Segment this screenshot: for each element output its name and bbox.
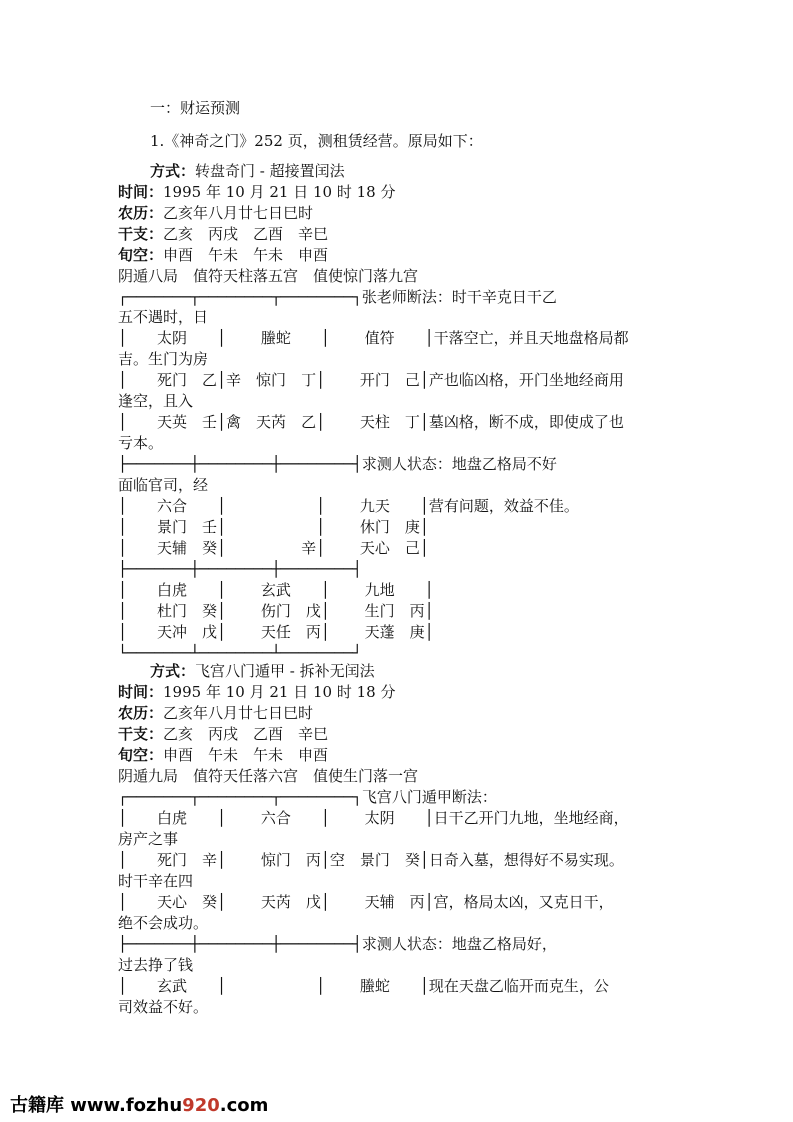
chart1-grid-line: ├───────┼────────┼────────┤求测人状态：地盘乙格局不好 [118,455,557,473]
chart2-grid-line: ├───────┼────────┼────────┤求测人状态：地盘乙格局好， [118,935,557,953]
chart2-grid-line: 绝不会成功。 [118,914,209,932]
lunar-value: 乙亥年八月廿七日巳时 [163,704,314,722]
xunkong-label: 旬空： [118,246,164,264]
intro-line: 1.《神奇之门》252 页，测租赁经营。原局如下： [150,132,483,150]
chart1-grid-line: 亏本。 [118,434,164,452]
xunkong-value: 申酉 午未 午未 申酉 [163,746,329,764]
chart2-ganzhi-line [118,724,328,745]
method-value: 转盘奇门 - 超接置闰法 [195,162,345,180]
chart1-grid-line: 逢空，且入 [118,392,194,410]
site-watermark [10,1091,268,1117]
chart2-grid-line: │ 死门 辛│ 惊门 丙│空 景门 癸│日奇入墓，想得好不易实现。 [118,851,624,869]
chart1-grid-line: │ 天英 壬│禽 天芮 乙│ 天柱 丁│墓凶格，断不成，即使成了也 [118,413,624,431]
lunar-label: 农历： [118,204,164,222]
site-url-number: 920 [182,1095,220,1116]
ganzhi-value: 乙亥 丙戌 乙酉 辛巳 [163,225,329,243]
chart1-method-line [150,161,345,182]
chart1-ganzhi-line [118,224,328,245]
chart1-ju-line: 阴遁八局 值符天柱落五宫 值使惊门落九宫 [118,267,419,285]
site-name: 古籍库 [10,1095,64,1116]
site-url-prefix: www.fozhu [70,1095,183,1116]
section-heading: 一：财运预测 [150,99,241,117]
chart1-grid-line: 五不遇时，日 [118,308,209,326]
ganzhi-label: 干支： [118,225,164,243]
chart2-grid-line: │ 白虎 │ 六合 │ 太阴 │日干乙开门九地，坐地经商， [118,809,629,827]
site-url-suffix: .com [219,1095,269,1116]
chart2-method-line [150,661,375,682]
chart1-grid-line: │ 天辅 癸│ 辛│ 天心 己│ [118,539,429,557]
chart1-grid-line: │ 天冲 戊│ 天任 丙│ 天蓬 庚│ [118,623,434,641]
chart2-grid-line: │ 玄武 │ │ 螣蛇 │现在天盘乙临开而克生，公 [118,977,609,995]
chart1-grid-line: │ 太阴 │ 螣蛇 │ 值符 │干落空亡，并且天地盘格局都 [118,329,629,347]
chart2-time-line [118,682,395,703]
chart2-grid-line: ┌───────┬────────┬────────┐飞宫八门遁甲断法： [118,788,497,806]
method-label: 方式： [150,662,196,680]
time-label: 时间： [118,683,164,701]
time-value: 1995 年 10 月 21 日 10 时 18 分 [163,183,396,201]
chart2-grid-line: 过去挣了钱 [118,956,194,974]
chart1-grid-line: │ 白虎 │ 玄武 │ 九地 │ [118,581,434,599]
time-label: 时间： [118,183,164,201]
chart1-time-line [118,182,395,203]
xunkong-value: 申酉 午未 午未 申酉 [163,246,329,264]
chart1-grid-line: ┌───────┬────────┬────────┐张老师断法：时干辛克日干乙 [118,288,557,306]
chart2-ju-line: 阴遁九局 值符天任落六宫 值使生门落一宫 [118,767,419,785]
method-value: 飞宫八门遁甲 - 拆补无闰法 [195,662,375,680]
ganzhi-label: 干支： [118,725,164,743]
lunar-label: 农历： [118,704,164,722]
chart1-grid-line: └───────┴────────┴────────┘ [118,644,362,662]
chart2-lunar-line [118,703,313,724]
chart1-grid-line: 吉。生门为房 [118,350,209,368]
chart1-grid-line: │ 景门 壬│ │ 休门 庚│ [118,518,429,536]
chart1-grid-line: │ 六合 │ │ 九天 │营有问题，效益不佳。 [118,497,579,515]
time-value: 1995 年 10 月 21 日 10 时 18 分 [163,683,396,701]
chart1-lunar-line [118,203,313,224]
chart2-xunkong-line [118,745,328,766]
chart1-grid-line: │ 死门 乙│辛 惊门 丁│ 开门 己│产也临凶格，开门坐地经商用 [118,371,624,389]
chart2-grid-line: │ 天心 癸│ 天芮 戊│ 天辅 丙│宫，格局太凶，又克日干， [118,893,614,911]
chart2-grid-line: 时干辛在四 [118,872,194,890]
lunar-value: 乙亥年八月廿七日巳时 [163,204,314,222]
ganzhi-value: 乙亥 丙戌 乙酉 辛巳 [163,725,329,743]
method-label: 方式： [150,162,196,180]
chart1-grid-line: │ 杜门 癸│ 伤门 戊│ 生门 丙│ [118,602,434,620]
xunkong-label: 旬空： [118,746,164,764]
chart2-grid-line: 房产之事 [118,830,179,848]
chart1-grid-line: ├───────┼────────┼────────┤ [118,560,362,578]
chart1-xunkong-line [118,245,328,266]
chart2-grid-line: 司效益不好。 [118,998,209,1016]
chart1-grid-line: 面临官司，经 [118,476,209,494]
